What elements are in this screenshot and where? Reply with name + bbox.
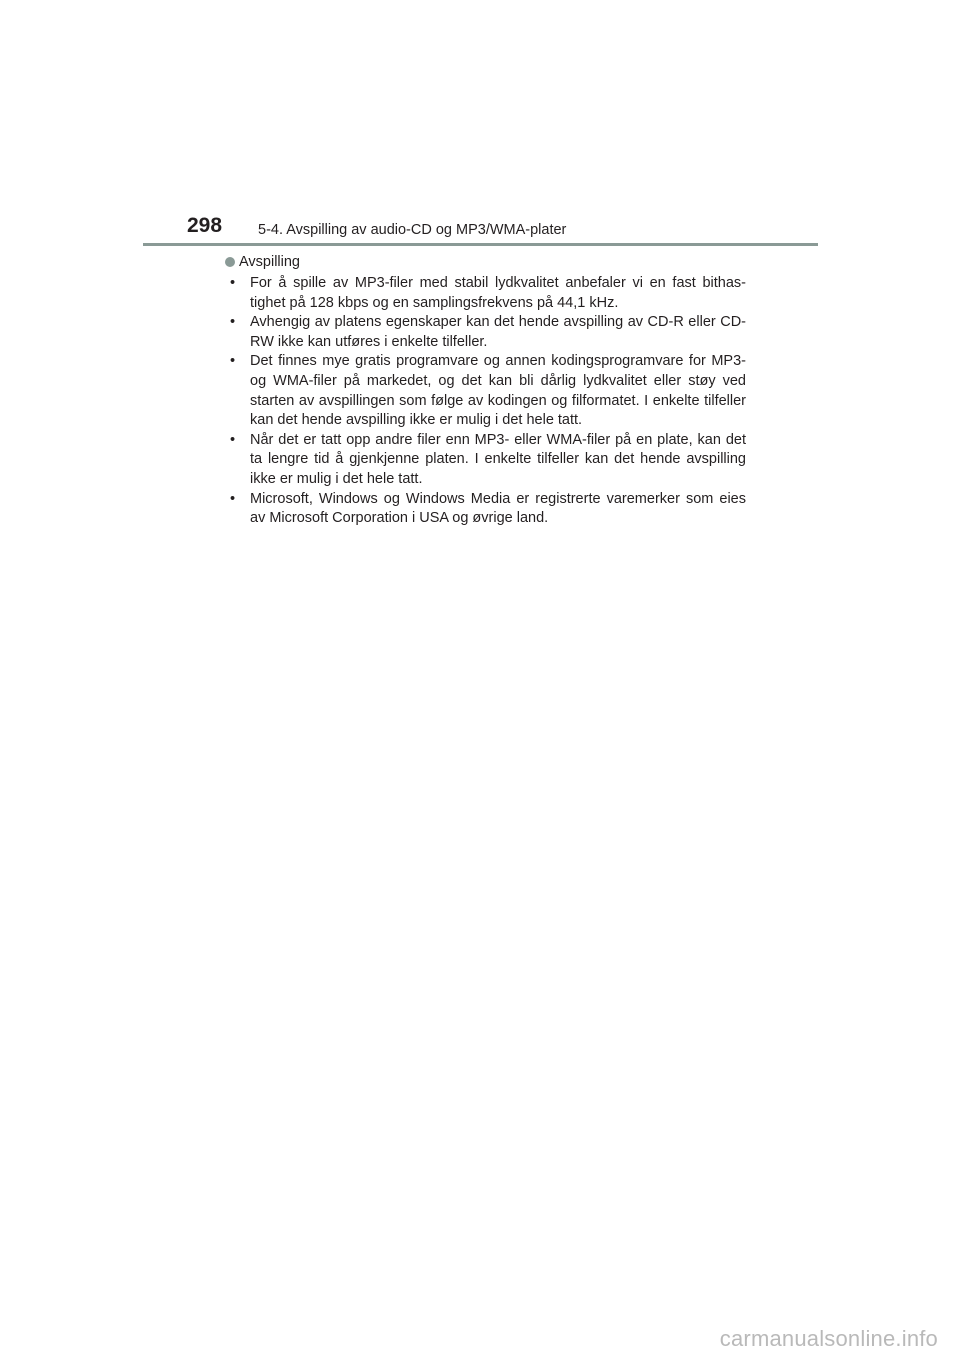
list-item-text: For å spille av MP3-filer med stabil lydkvalitet anbefaler vi en fast bithas-tighet på 128 kbps og en samplingsfrekvens på 44,1 kHz. [250,275,746,311]
section-heading-row [222,252,746,272]
list-item [230,274,746,313]
list-item-text: Det finnes mye gratis programvare og annen kodingsprogramvare for MP3- og WMA-filer på markedet, og det kan bli dårlig lydkvalitet eller støy ved starten av avspillingen som følge av kodingen og filformatet. I enkelte tilfeller kan det hende avspilling ikke er mulig i det hele tatt. [250,353,746,429]
section-heading: Avspilling [239,254,300,270]
watermark: carmanualsonline.info [719,1326,938,1351]
content-block [222,252,746,529]
list-item [230,431,746,490]
header-divider [143,243,818,246]
list-item [230,490,746,529]
bullet-dot-icon: • [230,490,236,507]
list-item [230,352,746,430]
bullet-list [222,274,746,529]
page-number: 298 [187,214,223,237]
list-item-text: Avhengig av platens egenskaper kan det hende avspilling av CD-R eller CD-RW ikke kan utføres i enkelte tilfeller. [250,314,746,350]
bullet-dot-icon: • [230,314,236,331]
section-header-title: 5-4. Avspilling av audio-CD og MP3/WMA-plater [258,222,567,238]
list-item-text: Microsoft, Windows og Windows Media er registrerte varemerker som eies av Microsoft Corporation i USA og øvrige land. [250,490,746,527]
list-item [230,313,746,352]
circle-bullet-icon [225,257,235,267]
bullet-dot-icon: • [230,275,236,291]
bullet-dot-icon: • [230,431,236,448]
list-item-text: Når det er tatt opp andre filer enn MP3- eller WMA-filer på en plate, kan det ta lengre tid å gjenkjenne platen. I enkelte tilfeller kan det hende avspilling ikke er mulig i det hele tatt. [250,431,746,487]
bullet-dot-icon: • [230,353,236,370]
